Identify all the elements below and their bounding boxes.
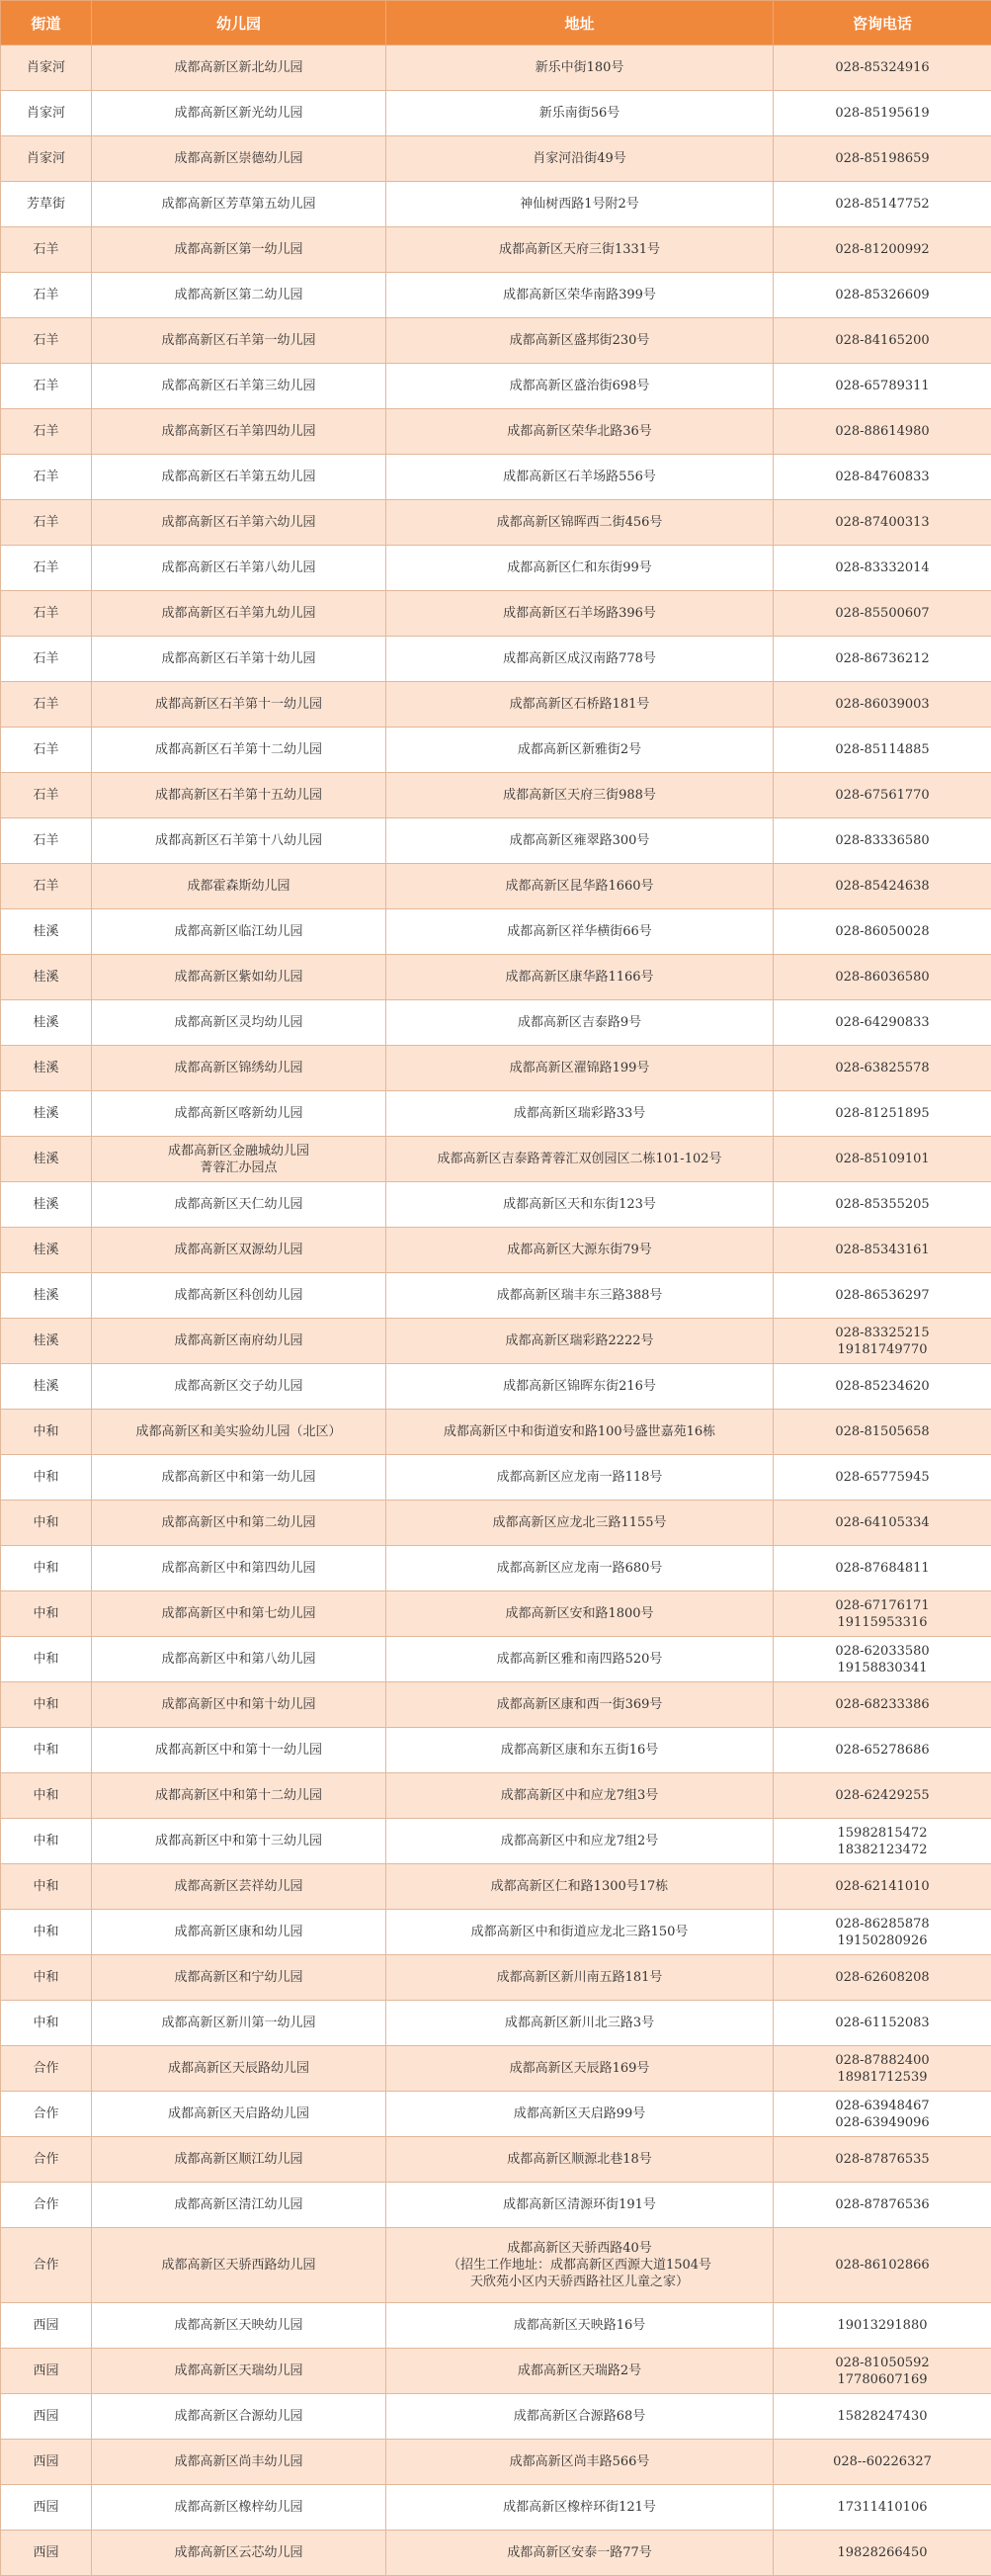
cell-address: 肖家河沿街49号 (386, 136, 774, 182)
cell-phone: 028-81050592 17780607169 (774, 2349, 991, 2394)
cell-kindergarten: 成都霍森斯幼儿园 (92, 864, 386, 909)
cell-street: 西园 (1, 2440, 92, 2485)
cell-phone: 028-84760833 (774, 455, 991, 500)
cell-kindergarten: 成都高新区新光幼儿园 (92, 91, 386, 136)
cell-address: 成都高新区天辰路169号 (386, 2046, 774, 2092)
cell-street: 西园 (1, 2531, 92, 2576)
cell-kindergarten: 成都高新区崇德幼儿园 (92, 136, 386, 182)
cell-street: 合作 (1, 2092, 92, 2137)
table-row (1, 637, 991, 682)
table-row (1, 818, 991, 864)
cell-street: 中和 (1, 1864, 92, 1910)
cell-address: 成都高新区中和街道安和路100号盛世嘉苑16栋 (386, 1410, 774, 1455)
cell-street: 石羊 (1, 773, 92, 818)
cell-kindergarten: 成都高新区科创幼儿园 (92, 1273, 386, 1319)
cell-address: 成都高新区康和东五街16号 (386, 1728, 774, 1773)
cell-phone: 028-85234620 (774, 1364, 991, 1410)
cell-street: 石羊 (1, 455, 92, 500)
table-row (1, 227, 991, 273)
cell-phone: 028-86736212 (774, 637, 991, 682)
table-row (1, 364, 991, 409)
cell-address: 成都高新区顺源北巷18号 (386, 2137, 774, 2183)
table-row (1, 1501, 991, 1546)
cell-kindergarten: 成都高新区第二幼儿园 (92, 273, 386, 318)
cell-address: 成都高新区雅和南四路520号 (386, 1637, 774, 1682)
table-row (1, 2440, 991, 2485)
cell-phone: 028-87876536 (774, 2183, 991, 2228)
cell-street: 桂溪 (1, 909, 92, 955)
table-row (1, 273, 991, 318)
cell-street: 肖家河 (1, 91, 92, 136)
cell-street: 中和 (1, 1682, 92, 1728)
cell-address: 成都高新区中和街道应龙北三路150号 (386, 1910, 774, 1955)
cell-kindergarten: 成都高新区石羊第十八幼儿园 (92, 818, 386, 864)
cell-address: 成都高新区新川北三路3号 (386, 2001, 774, 2046)
cell-address: 成都高新区锦晖东街216号 (386, 1364, 774, 1410)
cell-phone: 028-86036580 (774, 955, 991, 1000)
cell-kindergarten: 成都高新区石羊第六幼儿园 (92, 500, 386, 546)
cell-address: 成都高新区大源东街79号 (386, 1228, 774, 1273)
cell-kindergarten: 成都高新区天瑞幼儿园 (92, 2349, 386, 2394)
table-row (1, 909, 991, 955)
cell-kindergarten: 成都高新区天仁幼儿园 (92, 1182, 386, 1228)
cell-address: 成都高新区天府三街988号 (386, 773, 774, 818)
cell-phone: 15828247430 (774, 2394, 991, 2440)
cell-phone: 028-63825578 (774, 1046, 991, 1091)
cell-address: 成都高新区盛邦街230号 (386, 318, 774, 364)
cell-phone: 028-85195619 (774, 91, 991, 136)
cell-address: 成都高新区吉泰路9号 (386, 1000, 774, 1046)
table-row (1, 318, 991, 364)
cell-address: 成都高新区应龙北三路1155号 (386, 1501, 774, 1546)
cell-phone: 028-85326609 (774, 273, 991, 318)
cell-phone: 028-65789311 (774, 364, 991, 409)
cell-phone: 028-64105334 (774, 1501, 991, 1546)
cell-kindergarten: 成都高新区芳草第五幼儿园 (92, 182, 386, 227)
cell-phone: 028-81200992 (774, 227, 991, 273)
cell-phone: 028-67176171 19115953316 (774, 1591, 991, 1637)
cell-phone: 028-85109101 (774, 1137, 991, 1182)
cell-street: 西园 (1, 2485, 92, 2531)
cell-kindergarten: 成都高新区石羊第十二幼儿园 (92, 728, 386, 773)
cell-street: 桂溪 (1, 1319, 92, 1364)
cell-address: 成都高新区合源路68号 (386, 2394, 774, 2440)
cell-kindergarten: 成都高新区和美实验幼儿园（北区） (92, 1410, 386, 1455)
cell-street: 石羊 (1, 864, 92, 909)
cell-phone: 028-83332014 (774, 546, 991, 591)
cell-kindergarten: 成都高新区石羊第十一幼儿园 (92, 682, 386, 728)
cell-phone: 19013291880 (774, 2303, 991, 2349)
cell-address: 成都高新区新雅街2号 (386, 728, 774, 773)
cell-address: 成都高新区康和西一街369号 (386, 1682, 774, 1728)
cell-address: 成都高新区仁和东街99号 (386, 546, 774, 591)
header-row (1, 1, 991, 45)
cell-street: 石羊 (1, 409, 92, 455)
cell-kindergarten: 成都高新区天启路幼儿园 (92, 2092, 386, 2137)
cell-street: 中和 (1, 1955, 92, 2001)
cell-address: 成都高新区安和路1800号 (386, 1591, 774, 1637)
cell-street: 石羊 (1, 546, 92, 591)
cell-phone: 028-81251895 (774, 1091, 991, 1137)
cell-phone: 028-85343161 (774, 1228, 991, 1273)
table-row (1, 1682, 991, 1728)
table-row (1, 409, 991, 455)
table-row (1, 1182, 991, 1228)
cell-address: 成都高新区清源环街191号 (386, 2183, 774, 2228)
cell-street: 石羊 (1, 364, 92, 409)
cell-street: 桂溪 (1, 1182, 92, 1228)
cell-kindergarten: 成都高新区南府幼儿园 (92, 1319, 386, 1364)
cell-phone: 028-86102866 (774, 2228, 991, 2303)
cell-phone: 028-83325215 19181749770 (774, 1319, 991, 1364)
cell-street: 合作 (1, 2228, 92, 2303)
table-row (1, 2092, 991, 2137)
table-row (1, 1819, 991, 1864)
cell-address: 新乐南街56号 (386, 91, 774, 136)
cell-address: 成都高新区尚丰路566号 (386, 2440, 774, 2485)
table-row (1, 591, 991, 637)
cell-street: 合作 (1, 2046, 92, 2092)
cell-kindergarten: 成都高新区合源幼儿园 (92, 2394, 386, 2440)
table-row (1, 1091, 991, 1137)
table-row (1, 45, 991, 91)
cell-address: 成都高新区瑞彩路2222号 (386, 1319, 774, 1364)
cell-street: 桂溪 (1, 1364, 92, 1410)
cell-kindergarten: 成都高新区锦绣幼儿园 (92, 1046, 386, 1091)
cell-kindergarten: 成都高新区康和幼儿园 (92, 1910, 386, 1955)
cell-street: 桂溪 (1, 1000, 92, 1046)
cell-address: 神仙树西路1号附2号 (386, 182, 774, 227)
cell-kindergarten: 成都高新区临江幼儿园 (92, 909, 386, 955)
header-phone: 咨询电话 (774, 1, 991, 45)
cell-phone: 028-65278686 (774, 1728, 991, 1773)
cell-street: 西园 (1, 2303, 92, 2349)
cell-street: 中和 (1, 1773, 92, 1819)
table-row (1, 2183, 991, 2228)
cell-kindergarten: 成都高新区中和第十幼儿园 (92, 1682, 386, 1728)
cell-phone: 028-62429255 (774, 1773, 991, 1819)
cell-address: 成都高新区昆华路1660号 (386, 864, 774, 909)
cell-kindergarten: 成都高新区喀新幼儿园 (92, 1091, 386, 1137)
cell-address: 成都高新区新川南五路181号 (386, 1955, 774, 2001)
cell-kindergarten: 成都高新区天骄西路幼儿园 (92, 2228, 386, 2303)
cell-kindergarten: 成都高新区中和第十一幼儿园 (92, 1728, 386, 1773)
cell-address: 成都高新区成汉南路778号 (386, 637, 774, 682)
cell-address: 成都高新区天瑞路2号 (386, 2349, 774, 2394)
cell-address: 成都高新区应龙南一路680号 (386, 1546, 774, 1591)
cell-street: 桂溪 (1, 1046, 92, 1091)
cell-street: 石羊 (1, 637, 92, 682)
table-row (1, 546, 991, 591)
cell-street: 中和 (1, 1546, 92, 1591)
cell-address: 成都高新区石羊场路556号 (386, 455, 774, 500)
cell-street: 合作 (1, 2183, 92, 2228)
table-row (1, 2485, 991, 2531)
cell-phone: 028-63948467 028-63949096 (774, 2092, 991, 2137)
cell-phone: 17311410106 (774, 2485, 991, 2531)
table-row (1, 1273, 991, 1319)
cell-kindergarten: 成都高新区石羊第四幼儿园 (92, 409, 386, 455)
cell-address: 成都高新区天映路16号 (386, 2303, 774, 2349)
cell-kindergarten: 成都高新区清江幼儿园 (92, 2183, 386, 2228)
cell-street: 肖家河 (1, 136, 92, 182)
cell-kindergarten: 成都高新区中和第十二幼儿园 (92, 1773, 386, 1819)
cell-kindergarten: 成都高新区灵均幼儿园 (92, 1000, 386, 1046)
cell-street: 石羊 (1, 818, 92, 864)
cell-street: 中和 (1, 1910, 92, 1955)
cell-kindergarten: 成都高新区新川第一幼儿园 (92, 2001, 386, 2046)
cell-phone: 15982815472 18382123472 (774, 1819, 991, 1864)
cell-street: 西园 (1, 2349, 92, 2394)
table-row (1, 1000, 991, 1046)
table-row (1, 136, 991, 182)
cell-street: 西园 (1, 2394, 92, 2440)
cell-address: 成都高新区应龙南一路118号 (386, 1455, 774, 1501)
cell-address: 成都高新区天府三街1331号 (386, 227, 774, 273)
table-row (1, 728, 991, 773)
cell-address: 成都高新区天启路99号 (386, 2092, 774, 2137)
table-row (1, 2303, 991, 2349)
cell-phone: 028-61152083 (774, 2001, 991, 2046)
table-row (1, 2001, 991, 2046)
table-row (1, 2046, 991, 2092)
cell-kindergarten: 成都高新区中和第四幼儿园 (92, 1546, 386, 1591)
table-row (1, 864, 991, 909)
cell-address: 成都高新区盛治街698号 (386, 364, 774, 409)
cell-address: 成都高新区康华路1166号 (386, 955, 774, 1000)
cell-phone: 028-86039003 (774, 682, 991, 728)
cell-kindergarten: 成都高新区中和第一幼儿园 (92, 1455, 386, 1501)
cell-address: 成都高新区荣华南路399号 (386, 273, 774, 318)
table-row (1, 500, 991, 546)
cell-kindergarten: 成都高新区顺江幼儿园 (92, 2137, 386, 2183)
table-row (1, 1591, 991, 1637)
cell-kindergarten: 成都高新区紫如幼儿园 (92, 955, 386, 1000)
table-row (1, 1319, 991, 1364)
table-row (1, 1410, 991, 1455)
cell-address: 成都高新区仁和路1300号17栋 (386, 1864, 774, 1910)
header-address: 地址 (386, 1, 774, 45)
cell-street: 中和 (1, 1728, 92, 1773)
cell-kindergarten: 成都高新区双源幼儿园 (92, 1228, 386, 1273)
cell-phone: 028--60226327 (774, 2440, 991, 2485)
cell-address: 成都高新区天骄西路40号 （招生工作地址：成都高新区西源大道1504号 天欣苑小区内天骄西路社区儿童之家） (386, 2228, 774, 2303)
cell-address: 成都高新区瑞彩路33号 (386, 1091, 774, 1137)
cell-address: 成都高新区中和应龙7组3号 (386, 1773, 774, 1819)
cell-kindergarten: 成都高新区石羊第十幼儿园 (92, 637, 386, 682)
cell-kindergarten: 成都高新区橡梓幼儿园 (92, 2485, 386, 2531)
header-kindergarten: 幼儿园 (92, 1, 386, 45)
cell-phone: 19828266450 (774, 2531, 991, 2576)
cell-phone: 028-86050028 (774, 909, 991, 955)
table-row (1, 1637, 991, 1682)
cell-street: 石羊 (1, 728, 92, 773)
cell-street: 桂溪 (1, 1273, 92, 1319)
table-row (1, 455, 991, 500)
cell-phone: 028-62608208 (774, 1955, 991, 2001)
table-row (1, 682, 991, 728)
cell-address: 成都高新区天和东街123号 (386, 1182, 774, 1228)
cell-kindergarten: 成都高新区金融城幼儿园 菁蓉汇办园点 (92, 1137, 386, 1182)
cell-kindergarten: 成都高新区石羊第八幼儿园 (92, 546, 386, 591)
cell-phone: 028-88614980 (774, 409, 991, 455)
cell-street: 中和 (1, 1591, 92, 1637)
cell-street: 石羊 (1, 682, 92, 728)
cell-kindergarten: 成都高新区石羊第十五幼儿园 (92, 773, 386, 818)
cell-street: 桂溪 (1, 955, 92, 1000)
cell-street: 石羊 (1, 227, 92, 273)
table-row (1, 182, 991, 227)
table-row (1, 2137, 991, 2183)
cell-street: 桂溪 (1, 1091, 92, 1137)
cell-kindergarten: 成都高新区尚丰幼儿园 (92, 2440, 386, 2485)
cell-phone: 028-83336580 (774, 818, 991, 864)
cell-kindergarten: 成都高新区石羊第三幼儿园 (92, 364, 386, 409)
cell-phone: 028-67561770 (774, 773, 991, 818)
cell-street: 石羊 (1, 591, 92, 637)
cell-phone: 028-87876535 (774, 2137, 991, 2183)
cell-phone: 028-85424638 (774, 864, 991, 909)
cell-street: 中和 (1, 1455, 92, 1501)
cell-street: 肖家河 (1, 45, 92, 91)
cell-phone: 028-85355205 (774, 1182, 991, 1228)
cell-street: 石羊 (1, 318, 92, 364)
cell-phone: 028-64290833 (774, 1000, 991, 1046)
cell-phone: 028-87882400 18981712539 (774, 2046, 991, 2092)
table-row (1, 1955, 991, 2001)
cell-phone: 028-87400313 (774, 500, 991, 546)
cell-address: 成都高新区吉泰路菁蓉汇双创园区二栋101-102号 (386, 1137, 774, 1182)
cell-address: 成都高新区锦晖西二街456号 (386, 500, 774, 546)
cell-address: 成都高新区祥华横街66号 (386, 909, 774, 955)
cell-kindergarten: 成都高新区石羊第九幼儿园 (92, 591, 386, 637)
cell-street: 中和 (1, 1819, 92, 1864)
table-row (1, 1864, 991, 1910)
table-row (1, 1910, 991, 1955)
cell-kindergarten: 成都高新区石羊第五幼儿园 (92, 455, 386, 500)
table-row (1, 1228, 991, 1273)
cell-kindergarten: 成都高新区中和第十三幼儿园 (92, 1819, 386, 1864)
cell-kindergarten: 成都高新区中和第八幼儿园 (92, 1637, 386, 1682)
cell-kindergarten: 成都高新区天映幼儿园 (92, 2303, 386, 2349)
table-row (1, 1773, 991, 1819)
cell-address: 成都高新区瑞丰东三路388号 (386, 1273, 774, 1319)
cell-kindergarten: 成都高新区天辰路幼儿园 (92, 2046, 386, 2092)
cell-address: 成都高新区石桥路181号 (386, 682, 774, 728)
cell-street: 石羊 (1, 273, 92, 318)
table-body (1, 45, 991, 2576)
cell-phone: 028-65775945 (774, 1455, 991, 1501)
cell-phone: 028-86285878 19150280926 (774, 1910, 991, 1955)
cell-street: 桂溪 (1, 1228, 92, 1273)
cell-phone: 028-85147752 (774, 182, 991, 227)
cell-phone: 028-68233386 (774, 1682, 991, 1728)
cell-address: 成都高新区雍翠路300号 (386, 818, 774, 864)
cell-kindergarten: 成都高新区中和第七幼儿园 (92, 1591, 386, 1637)
cell-phone: 028-62141010 (774, 1864, 991, 1910)
table-row (1, 2531, 991, 2576)
cell-address: 成都高新区橡梓环街121号 (386, 2485, 774, 2531)
cell-street: 芳草街 (1, 182, 92, 227)
cell-address: 成都高新区濯锦路199号 (386, 1046, 774, 1091)
cell-kindergarten: 成都高新区云芯幼儿园 (92, 2531, 386, 2576)
cell-phone: 028-84165200 (774, 318, 991, 364)
table-row (1, 773, 991, 818)
table-row (1, 2349, 991, 2394)
cell-street: 中和 (1, 1501, 92, 1546)
table-row (1, 91, 991, 136)
cell-street: 中和 (1, 2001, 92, 2046)
cell-kindergarten: 成都高新区新北幼儿园 (92, 45, 386, 91)
table-row (1, 2394, 991, 2440)
cell-address: 成都高新区荣华北路36号 (386, 409, 774, 455)
cell-phone: 028-85324916 (774, 45, 991, 91)
table-row (1, 1046, 991, 1091)
cell-street: 中和 (1, 1410, 92, 1455)
cell-kindergarten: 成都高新区第一幼儿园 (92, 227, 386, 273)
cell-address: 成都高新区石羊场路396号 (386, 591, 774, 637)
table-row (1, 1546, 991, 1591)
cell-address: 新乐中街180号 (386, 45, 774, 91)
cell-address: 成都高新区中和应龙7组2号 (386, 1819, 774, 1864)
table-row (1, 1728, 991, 1773)
cell-kindergarten: 成都高新区芸祥幼儿园 (92, 1864, 386, 1910)
cell-street: 中和 (1, 1637, 92, 1682)
table-row (1, 2228, 991, 2303)
cell-street: 桂溪 (1, 1137, 92, 1182)
cell-phone: 028-85500607 (774, 591, 991, 637)
cell-street: 石羊 (1, 500, 92, 546)
cell-phone: 028-87684811 (774, 1546, 991, 1591)
table-row (1, 1364, 991, 1410)
cell-kindergarten: 成都高新区交子幼儿园 (92, 1364, 386, 1410)
cell-kindergarten: 成都高新区和宁幼儿园 (92, 1955, 386, 2001)
cell-phone: 028-85114885 (774, 728, 991, 773)
cell-street: 合作 (1, 2137, 92, 2183)
header-street: 街道 (1, 1, 92, 45)
table-row (1, 1137, 991, 1182)
cell-kindergarten: 成都高新区中和第二幼儿园 (92, 1501, 386, 1546)
cell-phone: 028-86536297 (774, 1273, 991, 1319)
cell-phone: 028-85198659 (774, 136, 991, 182)
cell-phone: 028-62033580 19158830341 (774, 1637, 991, 1682)
table-row (1, 1455, 991, 1501)
cell-address: 成都高新区安泰一路77号 (386, 2531, 774, 2576)
cell-phone: 028-81505658 (774, 1410, 991, 1455)
table-row (1, 955, 991, 1000)
cell-kindergarten: 成都高新区石羊第一幼儿园 (92, 318, 386, 364)
